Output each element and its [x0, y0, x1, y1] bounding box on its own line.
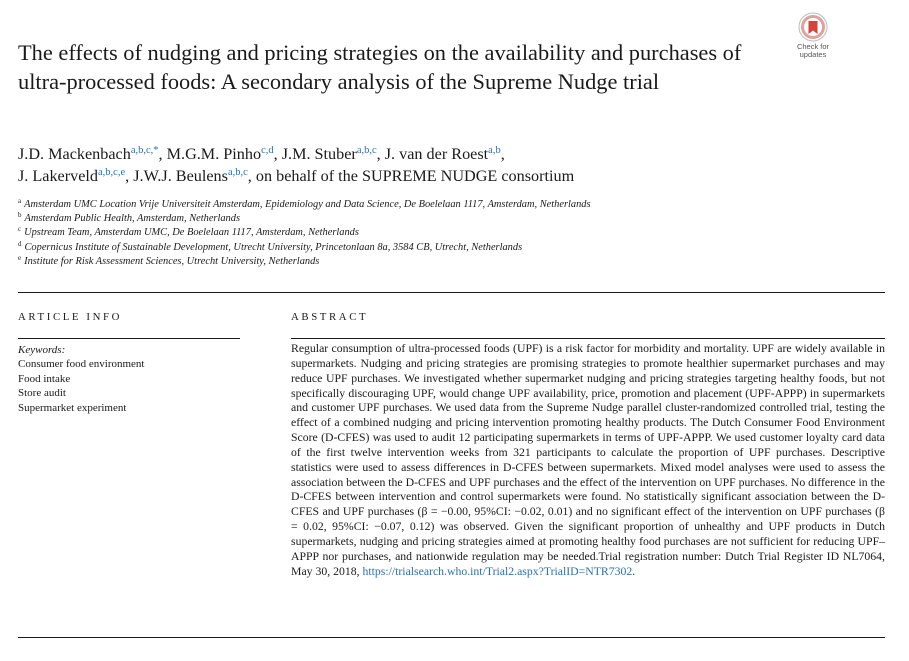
check-for-updates-icon [798, 12, 828, 42]
affiliation-text: Amsterdam UMC Location Vrije Universiteit Amsterdam, Epidemiology and Data Science, De Boelelaan 1117, Amsterdam, Netherlands [24, 199, 591, 210]
author-affil-marker[interactable]: a,b,c,e [98, 167, 126, 178]
abstract-heading: ABSTRACT [291, 311, 369, 323]
affiliation-text: Amsterdam Public Health, Amsterdam, Netherlands [24, 213, 240, 225]
keywords-block [18, 343, 258, 415]
affiliation-letter: e [18, 253, 22, 262]
affiliation-item [18, 198, 818, 212]
author-affil-marker[interactable]: a,b,c,* [130, 145, 159, 156]
affiliation-letter: b [18, 211, 22, 220]
author-affil-marker[interactable]: a,b,c [356, 145, 377, 156]
keywords-label: Keywords: [18, 344, 66, 356]
author-list [18, 143, 818, 187]
affiliation-item [18, 241, 818, 255]
keyword-item: Supermarket experiment [18, 401, 127, 414]
author-separator: , [376, 145, 385, 163]
article-title: The effects of nudging and pricing strategies on the availability and purchases of ultra-processed foods: A secondary analysis of the Supreme Nudge trial [18, 40, 742, 94]
author-name[interactable]: J.W.J. Beulens [133, 167, 228, 185]
check-for-updates-badge[interactable] [787, 12, 839, 60]
abstract-end: . [632, 564, 636, 578]
header-divider [18, 292, 885, 293]
author-separator: , [273, 145, 282, 163]
footer-divider [18, 637, 885, 638]
badge-label-line2: updates [799, 50, 827, 59]
author-name[interactable]: M.G.M. Pinho [166, 145, 262, 163]
affiliation-text: Institute for Risk Assessment Sciences, Utrecht University, Netherlands [24, 255, 320, 267]
author-separator: , [158, 145, 167, 163]
author-name[interactable]: J. Lakerveld [18, 167, 99, 185]
author-name[interactable]: J.M. Stuber [281, 145, 357, 163]
author-separator: , [247, 167, 256, 185]
affiliation-item [18, 255, 818, 269]
keyword-item: Consumer food environment [18, 358, 145, 371]
affiliation-item [18, 226, 818, 240]
affiliation-list [18, 198, 818, 269]
author-line-2 [18, 165, 818, 187]
author-line-1 [18, 143, 818, 165]
affiliation-text: Upstream Team, Amsterdam UMC, De Boelelaan 1117, Amsterdam, Netherlands [24, 227, 359, 239]
keyword-item: Food intake [18, 372, 71, 385]
affiliation-letter: a [18, 197, 22, 205]
affiliation-letter: c [18, 225, 22, 234]
trial-registry-link[interactable]: https://trialsearch.who.int/Trial2.aspx?TrialID=NTR7302 [362, 564, 633, 578]
article-info-heading: ARTICLE INFO [18, 311, 123, 323]
author-affil-marker[interactable]: c,d [261, 145, 274, 156]
abstract-text [291, 342, 885, 580]
author-name[interactable]: J. van der Roest [384, 145, 489, 163]
author-separator: , [500, 145, 505, 163]
affiliation-item [18, 212, 818, 226]
keyword-item: Store audit [18, 387, 66, 400]
affiliation-text: Copernicus Institute of Sustainable Development, Utrecht University, Princetonlaan 8a, 3584 CB, Utrecht, Netherlands [24, 241, 523, 253]
abstract-body: Regular consumption of ultra-processed foods (UPF) is a risk factor for morbidity and mortality. UPF are widely available in supermarkets. Nudging and pricing strategies are promising strategies to promote healthier supermarket purchases and may reduce UPF purchases. We investigated whether supermarket nudging and pricing strategies targeting healthy foods, but not specifically discouraging UPF, would change UPF availability, price, promotion and placement (UPF-APPP) in supermarkets and customer UPF purchases. We used data from the Supreme Nudge parallel cluster-randomized controlled trial, testing the effect of a combined nudging and pricing intervention promoting healthy products. The Dutch Consumer Food Environment Score (D-CFES) was used to audit 12 participating supermarkets in terms of UPF-APPP. We used customer loyalty card data of the first twelve intervention weeks from 321 participants to calculate the proportion of UPF purchases. Descriptive statistics were used to assess differences in D-CFES between supermarkets. Mixed model analyses were used to assess the association between the D-CFES and UPF purchases and the effect of the intervention on UPF purchases. No difference in the D-CFES between intervention and control supermarkets were found. No statistically significant association between the D-CFES and UPF purchases (β = −0.00, 95%CI: −0.02, 0.01) and no significant effect of the intervention on UPF purchases (β = 0.02, 95%CI: −0.07, 0.12) was observed. Given the significant proportion of unhealthy and UPF products in Dutch supermarkets, nudging and pricing strategies aimed at promoting healthy food purchases are not sufficient for reducing UPF–APPP nor purchases, and nationwide regulation may be needed.Trial registration number: Dutch Trial Register ID NL7064, May 30, 2018, [291, 342, 885, 578]
badge-label-line1: Check for [796, 42, 830, 51]
consortium-note: on behalf of the SUPREME NUDGE consortium [255, 167, 575, 185]
author-affil-marker[interactable]: a,b [488, 145, 501, 156]
affiliation-letter: d [18, 239, 22, 248]
author-separator: , [125, 167, 134, 185]
author-affil-marker[interactable]: a,b,c [227, 167, 248, 178]
article-info-divider [18, 338, 240, 339]
author-name[interactable]: J.D. Mackenbach [18, 145, 131, 163]
abstract-divider [291, 338, 885, 339]
